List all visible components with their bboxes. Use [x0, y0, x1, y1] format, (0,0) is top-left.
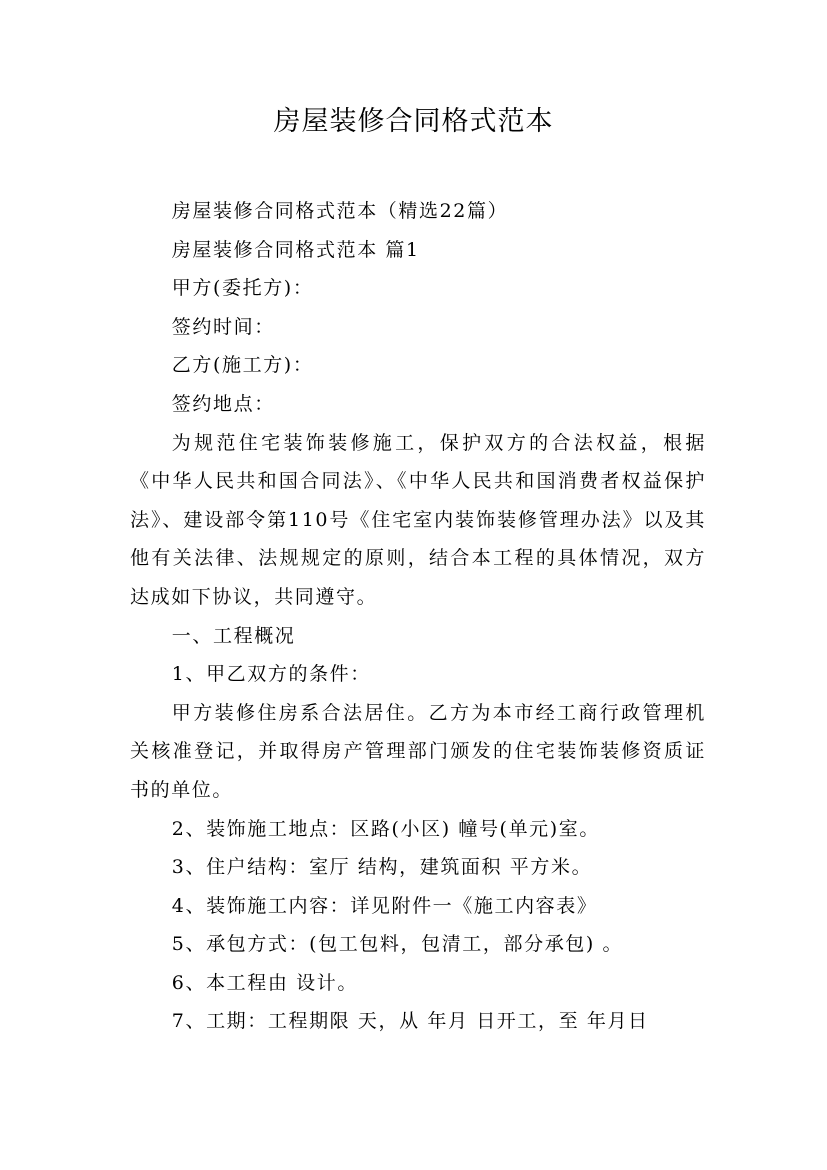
paragraph-subtitle: 房屋装修合同格式范本（精选22篇） — [171, 200, 509, 222]
paragraph-preamble: 为规范住宅装饰装修施工，保护双方的合法权益，根据《中华人民共和国合同法》、《中华人民共和国消费者权益保护法》、建设部令第110号《住宅室内装饰装修管理办法》以及其他有关法律、法规规定的原则，结合本工程的具体情况，双方达成如下协议，共同遵守。 — [130, 431, 706, 608]
document-title: 房屋装修合同格式范本 — [273, 106, 554, 137]
paragraph-chapter-1: 一、工程概况 — [171, 624, 296, 647]
paragraph-clause-1-body: 甲方装修住房系合法居住。乙方为本市经工商行政管理机关核准登记，并取得房产管理部门颁发的住宅装饰装修资质证书的单位。 — [130, 701, 706, 801]
paragraph-clause-3: 3、住户结构：室厅 结构，建筑面积 平方米。 — [171, 856, 593, 879]
paragraph-sign-place: 签约地点： — [171, 392, 275, 415]
paragraph-clause-4: 4、装饰施工内容：详见附件一《施工内容表》 — [171, 894, 598, 917]
paragraph-clause-1: 1、甲乙双方的条件： — [171, 663, 371, 686]
paragraph-party-b: 乙方(施工方)： — [171, 354, 314, 377]
paragraph-clause-7: 7、工期：工程期限 天，从 年月 日开工，至 年月日 — [171, 1010, 649, 1033]
paragraph-sign-date: 签约时间： — [171, 315, 275, 338]
paragraph-clause-2: 2、装饰施工地点：区路(小区) 幢号(单元)室。 — [171, 817, 600, 840]
document-body — [130, 192, 706, 1041]
paragraph-clause-5: 5、承包方式：(包工包料，包清工，部分承包) 。 — [171, 933, 624, 956]
paragraph-section-heading: 房屋装修合同格式范本 篇1 — [171, 238, 420, 261]
paragraph-clause-6: 6、本工程由 设计。 — [171, 971, 358, 994]
paragraph-party-a: 甲方(委托方)： — [171, 277, 314, 300]
